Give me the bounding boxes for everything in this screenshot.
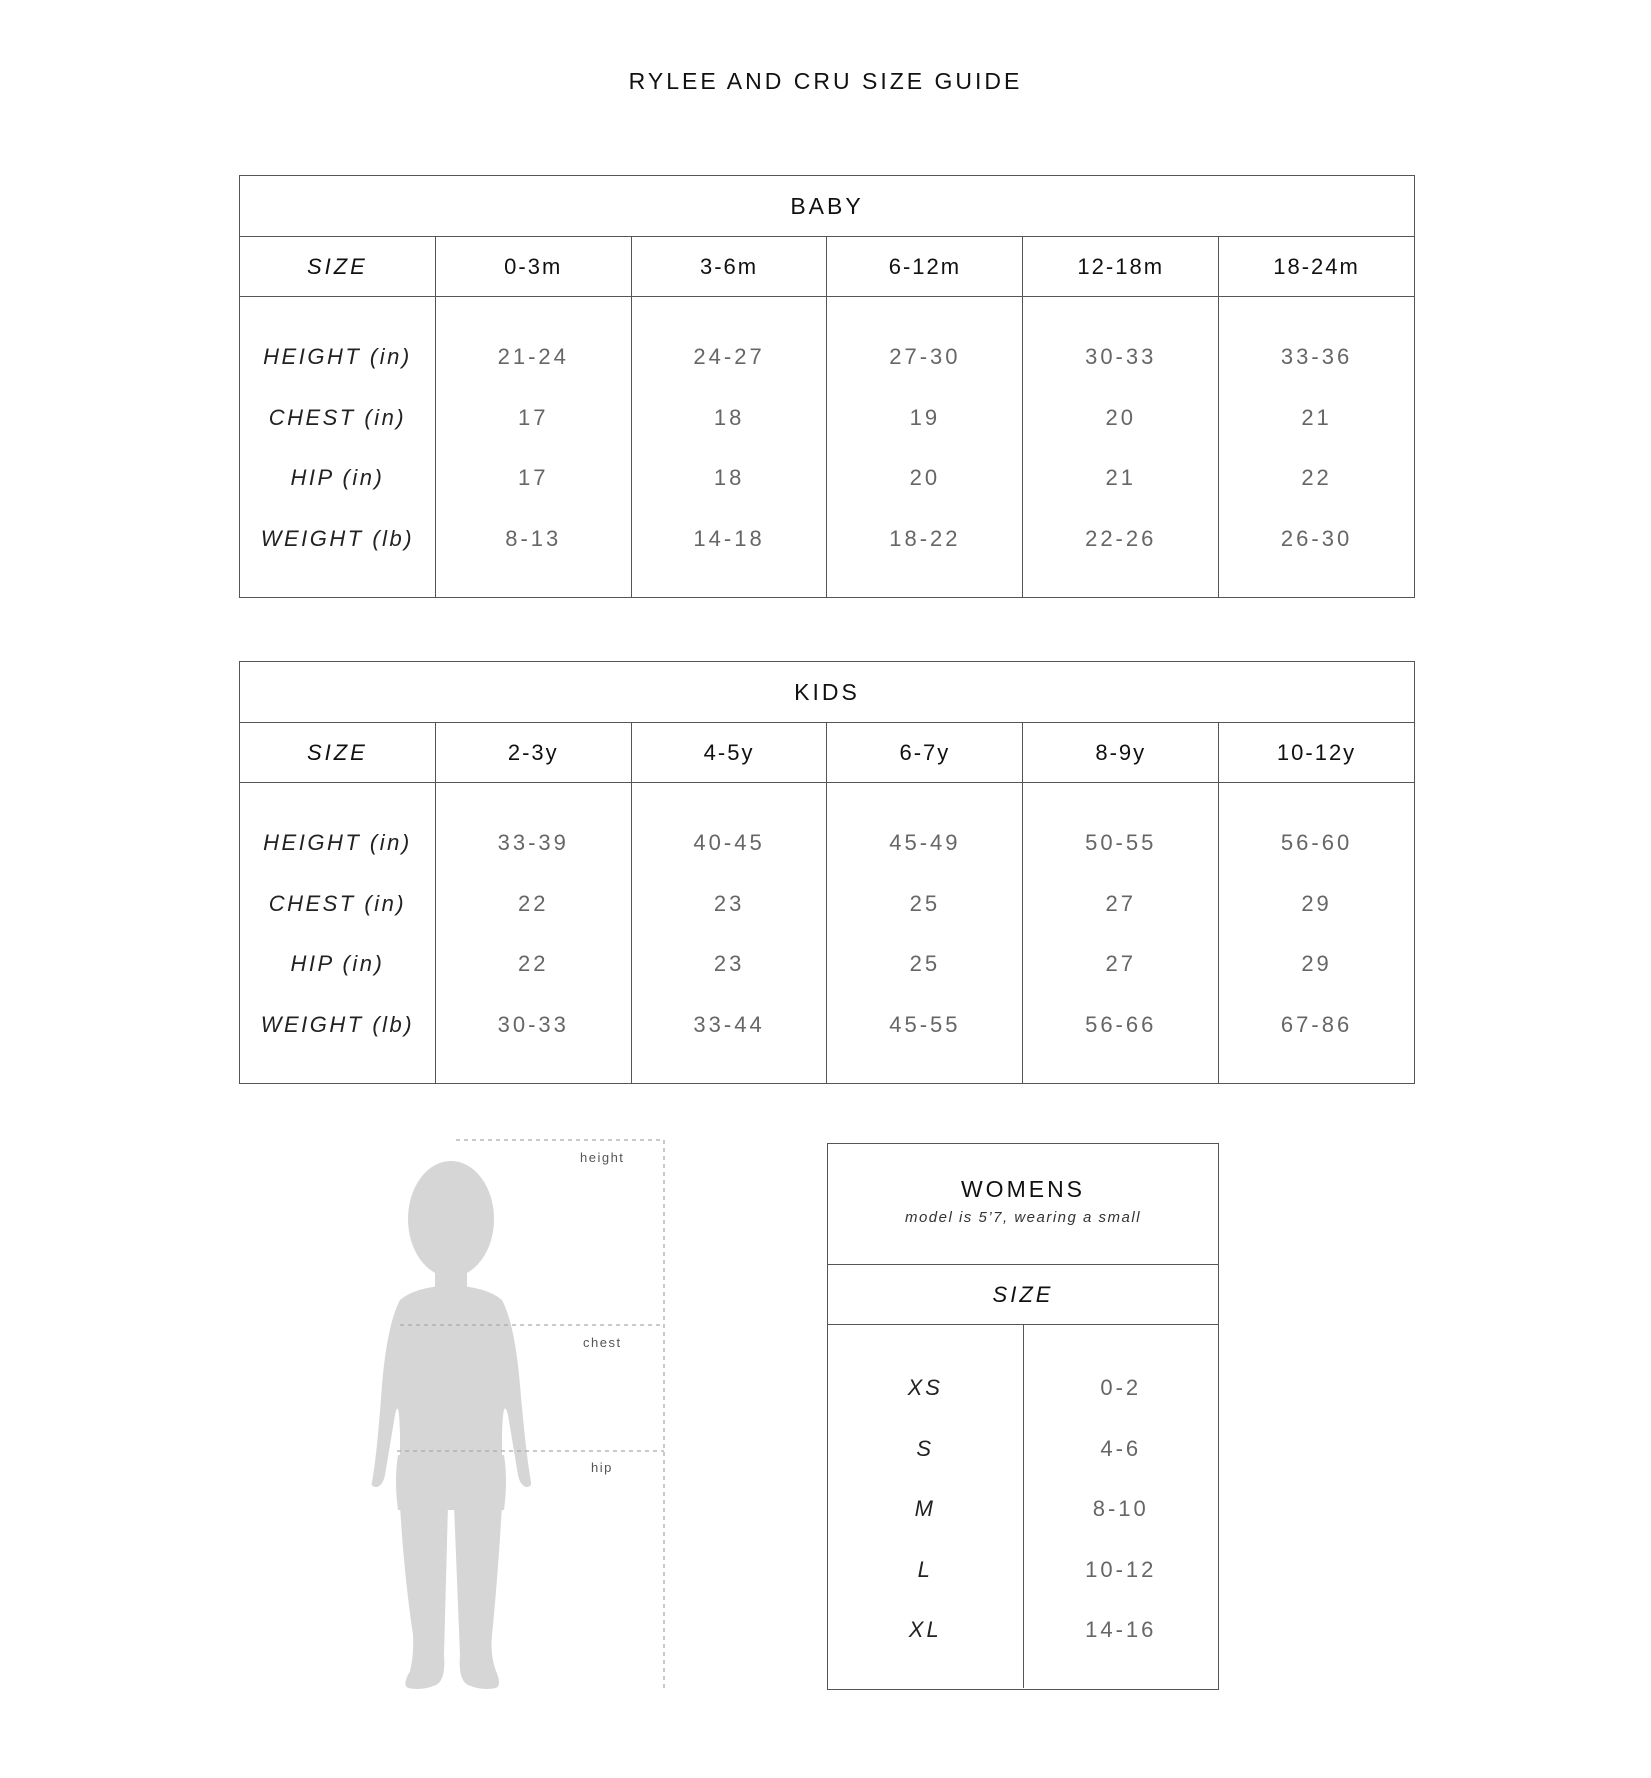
womens-size-names xyxy=(828,1325,1023,1688)
baby-size-3-6m: 3-6m xyxy=(631,237,827,296)
table-cell: 45-49 xyxy=(889,830,961,855)
baby-size-18-24m: 18-24m xyxy=(1218,237,1414,296)
baby-column-3-6m xyxy=(631,297,827,597)
kids-size-8-9y: 8-9y xyxy=(1022,723,1218,782)
baby-size-12-18m: 12-18m xyxy=(1022,237,1218,296)
table-cell: 29 xyxy=(1301,951,1332,976)
table-cell: 14-16 xyxy=(1085,1617,1157,1642)
kids-table-heading: KIDS xyxy=(240,662,1414,723)
kids-size-header-row xyxy=(240,723,1414,783)
table-cell: S xyxy=(916,1435,935,1461)
baby-size-label: SIZE xyxy=(306,253,368,279)
table-cell: 17 xyxy=(518,404,549,430)
kids-size-6-7y: 6-7y xyxy=(826,723,1022,782)
kids-size-table xyxy=(239,661,1415,1084)
table-cell: 8-10 xyxy=(1092,1496,1149,1521)
table-cell: 20 xyxy=(909,465,941,490)
baby-column-12-18m xyxy=(1022,297,1218,597)
womens-measurements xyxy=(828,1325,1218,1688)
table-cell: XL xyxy=(908,1617,942,1642)
measurement-figure xyxy=(340,1135,680,1695)
table-cell: 24-27 xyxy=(693,344,765,369)
kids-column-2-3y xyxy=(435,783,631,1083)
baby-column-18-24m xyxy=(1218,297,1414,597)
table-cell: 56-60 xyxy=(1280,830,1353,855)
chest-label: CHEST (in) xyxy=(268,404,407,430)
table-cell: 30-33 xyxy=(497,1011,569,1037)
chest-label: CHEST (in) xyxy=(268,890,407,916)
table-cell: 40-45 xyxy=(693,830,765,855)
table-cell: 22 xyxy=(518,890,549,916)
table-cell: 27-30 xyxy=(889,344,961,369)
table-cell: 22-26 xyxy=(1085,525,1157,551)
table-cell: 27 xyxy=(1105,890,1136,916)
table-cell: 22 xyxy=(1301,465,1332,490)
baby-table-heading: BABY xyxy=(240,176,1414,237)
kids-size-4-5y: 4-5y xyxy=(631,723,827,782)
table-cell: 18 xyxy=(713,404,745,430)
table-cell: 30-33 xyxy=(1085,344,1157,369)
table-cell: 0-2 xyxy=(1100,1375,1142,1400)
table-cell: L xyxy=(917,1556,933,1582)
womens-model-note: model is 5’7, wearing a small xyxy=(904,1209,1142,1226)
table-cell: 21-24 xyxy=(497,344,569,369)
table-cell: M xyxy=(914,1496,936,1521)
weight-label: WEIGHT (lb) xyxy=(260,1011,415,1037)
table-cell: 29 xyxy=(1301,890,1332,916)
table-cell: 25 xyxy=(909,890,941,916)
table-cell: 21 xyxy=(1105,465,1136,490)
baby-column-0-3m xyxy=(435,297,631,597)
kids-column-4-5y xyxy=(631,783,827,1083)
kids-column-10-12y xyxy=(1218,783,1414,1083)
kids-measurements xyxy=(240,783,1414,1083)
hip-label: HIP (in) xyxy=(290,951,385,976)
table-cell: 27 xyxy=(1105,951,1136,976)
table-cell: 23 xyxy=(713,890,745,916)
hip-label: HIP (in) xyxy=(290,465,385,490)
table-cell: 20 xyxy=(1105,404,1136,430)
baby-size-header-row xyxy=(240,237,1414,297)
kids-row-labels xyxy=(240,783,435,1083)
height-label: HEIGHT (in) xyxy=(263,830,412,855)
table-cell: 10-12 xyxy=(1085,1556,1157,1582)
womens-table-header xyxy=(828,1144,1218,1265)
baby-size-6-12m: 6-12m xyxy=(826,237,1022,296)
table-cell: 22 xyxy=(518,951,549,976)
table-cell: 17 xyxy=(518,465,549,490)
table-cell: 26-30 xyxy=(1280,525,1353,551)
kids-size-2-3y: 2-3y xyxy=(435,723,631,782)
womens-size-table xyxy=(827,1143,1219,1690)
womens-size-values xyxy=(1023,1325,1219,1688)
table-cell: 33-36 xyxy=(1280,344,1353,369)
table-cell: 45-55 xyxy=(889,1011,961,1037)
table-cell: 50-55 xyxy=(1085,830,1157,855)
table-cell: 33-44 xyxy=(693,1011,765,1037)
height-label: HEIGHT (in) xyxy=(263,344,412,369)
kids-column-6-7y xyxy=(826,783,1022,1083)
table-cell: 4-6 xyxy=(1100,1435,1142,1461)
chest-measure-label: chest xyxy=(583,1335,622,1350)
weight-label: WEIGHT (lb) xyxy=(260,525,415,551)
table-cell: XS xyxy=(907,1375,943,1400)
baby-size-0-3m: 0-3m xyxy=(435,237,631,296)
kids-column-8-9y xyxy=(1022,783,1218,1083)
child-silhouette-icon xyxy=(340,1135,680,1695)
table-cell: 33-39 xyxy=(497,830,569,855)
table-cell: 19 xyxy=(909,404,941,430)
baby-column-6-12m xyxy=(826,297,1022,597)
height-measure-label: height xyxy=(580,1150,625,1165)
table-cell: 67-86 xyxy=(1280,1011,1353,1037)
table-cell: 25 xyxy=(909,951,941,976)
page-title: RYLEE AND CRU SIZE GUIDE xyxy=(628,68,1023,94)
baby-size-table xyxy=(239,175,1415,598)
table-cell: 14-18 xyxy=(693,525,765,551)
table-cell: 23 xyxy=(713,951,745,976)
table-cell: 21 xyxy=(1301,404,1332,430)
table-cell: 18 xyxy=(713,465,745,490)
table-cell: 56-66 xyxy=(1085,1011,1157,1037)
womens-table-heading: WOMENS xyxy=(960,1176,1086,1202)
table-cell: 18-22 xyxy=(889,525,961,551)
hip-measure-label: hip xyxy=(591,1460,613,1475)
kids-size-label: SIZE xyxy=(306,739,368,765)
womens-size-label: SIZE xyxy=(828,1265,1218,1325)
table-cell: 8-13 xyxy=(505,525,562,551)
kids-size-10-12y: 10-12y xyxy=(1218,723,1414,782)
baby-measurements xyxy=(240,297,1414,597)
baby-row-labels xyxy=(240,297,435,597)
